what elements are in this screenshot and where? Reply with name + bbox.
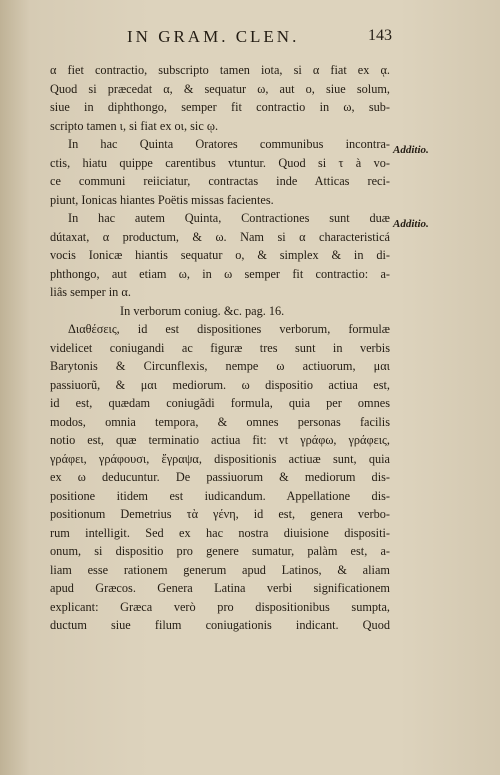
section-reference: In verborum coniug. &c. pag. 16. [120, 303, 285, 318]
text-line: notio est, quæ terminatio actiua fit: vt γράφω, γράφεις, [50, 433, 390, 447]
page-number: 143 [368, 27, 392, 44]
text-line: onum, si dispositio pro genere sumatur, palàm est, a- [50, 544, 390, 558]
text-line: phthongo, aut etiam ω, in ω semper fit contractio: a- [50, 266, 390, 281]
text-line: Quod si præcedat α, & sequatur ω, aut ο, siue solum, [50, 81, 390, 96]
text-line: In hac Quinta Oratores communibus incontra- [68, 137, 390, 151]
text-line: ce communi reiiciatur, contractas inde Atticas reci- [50, 174, 390, 188]
running-head: IN GRAM. CLEN. [127, 27, 300, 46]
text-line: id est, quædam coniugãdi formula, quia per omnes [50, 396, 390, 410]
text-line: γράφει, γράφουσι, ἔγραψα, dispositionis actiuæ sunt, quia [50, 451, 390, 466]
text-line: passiuorũ, & μαι mediorum. ω dispositio actiua est, [50, 377, 390, 392]
text-line: explicant: Græca verò pro dispositionibus sumpta, [50, 599, 390, 614]
margin-note: Additio. [393, 218, 429, 230]
margin-note: Additio. [393, 144, 429, 156]
text-line: Barytonis & Circunflexis, nempe ω actiuorum, μαι [50, 359, 390, 373]
body-text [50, 61, 390, 635]
text-line: ex ω deducuntur. De passiuorum & mediorum dis- [50, 470, 390, 484]
text-line: In hac autem Quinta, Contractiones sunt duæ [68, 211, 390, 225]
text-line: vocis Ionicæ hiantis sequatur ο, & simplex & in di- [50, 248, 390, 262]
text-line: α fiet contractio, subscripto tamen iota, si α fiat ex ᾳ. [50, 63, 390, 77]
text-line: liâs semper in α. [50, 285, 131, 299]
text-line: liam esse rationem generum apud Latinos, & aliam [50, 562, 390, 577]
text-line: videlicet coniugandi ac figuræ tres sunt in verbis [50, 340, 390, 355]
text-line: positionum Demetrius τὰ γένη, id est, genera verbo- [50, 507, 390, 521]
text-line: apud Græcos. Genera Latina verbi significationem [50, 581, 390, 595]
text-line: modos, omnia tempora, & omnes personas facilis [50, 414, 390, 429]
text-line: Διαθέσεις, id est dispositiones verborum, formulæ [68, 322, 390, 336]
page-header [0, 27, 500, 53]
text-line: siue in diphthongo, semper fit contractio in ω, sub- [50, 100, 390, 114]
text-line: scripto tamen ι, si fiat ex οι, sic ῳ. [50, 118, 219, 133]
text-line: dútaxat, α productum, & ω. Nam si α characteristicá [50, 229, 390, 244]
text-line: positione itidem est iudicandum. Appellatione dis- [50, 488, 390, 503]
text-line: ductum siue filum coniugationis indicant. Quod [50, 618, 390, 632]
text-line: piunt, Ionicas hiantes Poëtis missas facientes. [50, 192, 274, 207]
text-line: rum intelligit. Sed ex hac nostra diuisione dispositi- [50, 525, 390, 540]
text-line: ctis, hiatu quippe carentibus vtuntur. Quod si τ à vo- [50, 155, 390, 170]
